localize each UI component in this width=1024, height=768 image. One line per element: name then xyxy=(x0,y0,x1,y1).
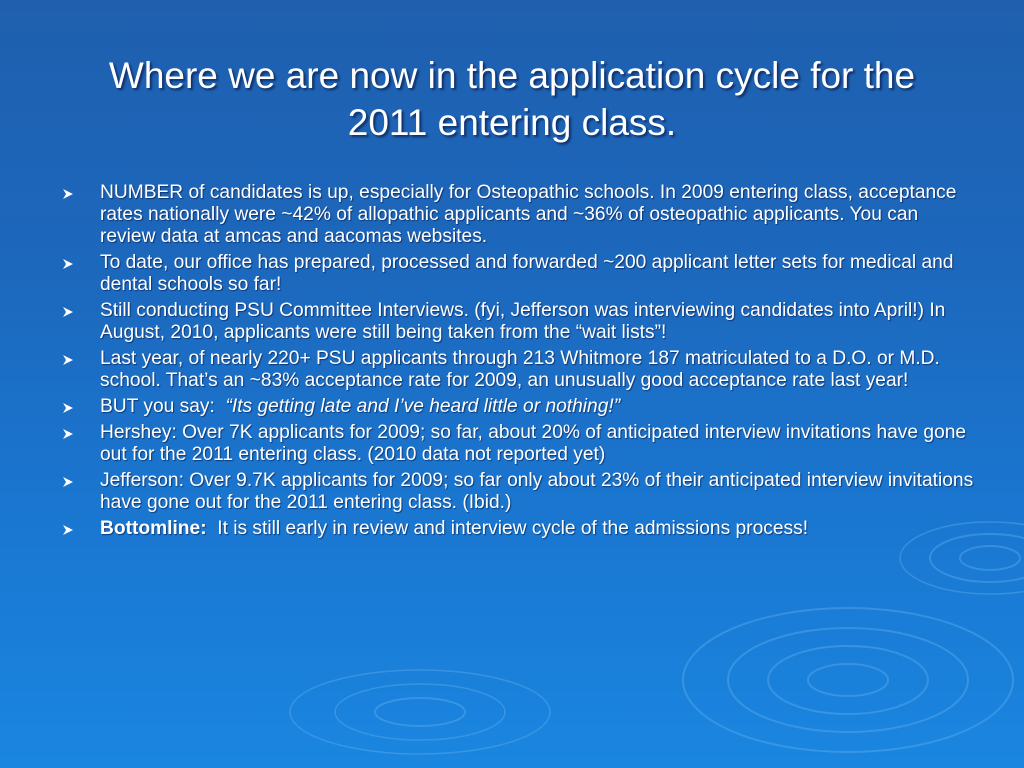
arrowhead-bullet-icon xyxy=(62,188,74,200)
slide-title-line-2: 2011 entering class. xyxy=(347,102,677,143)
slide-title-line-1: Where we are now in the application cycle for the xyxy=(108,55,916,96)
bullet-text: NUMBER of candidates is up, especially for Osteopathic schools. In 2009 entering class, acceptance rates nationally were ~42% of allopathic applicants and ~36% of osteopathic applicants. You can review data at amcas and aacomas websites. xyxy=(100,182,957,247)
arrowhead-bullet-icon xyxy=(62,524,74,536)
bullet-text: Hershey: Over 7K applicants for 2009; so far, about 20% of anticipated interview invitations have gone out for the 2011 entering class. (2010 data not reported yet) xyxy=(100,422,967,465)
bullet-prefix: BUT you say: xyxy=(100,396,226,417)
arrowhead-bullet-icon xyxy=(62,306,74,318)
bullet-item xyxy=(62,396,974,418)
arrowhead-bullet-icon xyxy=(62,258,74,270)
bullet-text: Last year, of nearly 220+ PSU applicants through 213 Whitmore 187 matriculated to a D.O. or M.D. school. That’s an ~83% acceptance rate for 2009, an unusually good acceptance rate last year! xyxy=(100,348,940,391)
bullet-item xyxy=(62,300,974,344)
arrowhead-bullet-icon xyxy=(62,428,74,440)
arrowhead-bullet-icon xyxy=(62,354,74,366)
slide-title xyxy=(40,52,984,146)
bullet-list xyxy=(62,182,974,544)
bullet-text: To date, our office has prepared, processed and forwarded ~200 applicant letter sets for medical and dental schools so far! xyxy=(100,252,954,295)
bullet-text: Jefferson: Over 9.7K applicants for 2009; so far only about 23% of their anticipated interview invitations have gone out for the 2011 entering class. (Ibid.) xyxy=(100,470,974,513)
bullet-item xyxy=(62,348,974,392)
bullet-text: It is still early in review and interview cycle of the admissions process! xyxy=(206,518,809,539)
bullet-item xyxy=(62,518,974,540)
bullet-lead: Bottomline: xyxy=(100,518,207,539)
bullet-item xyxy=(62,252,974,296)
arrowhead-bullet-icon xyxy=(62,476,74,488)
bullet-item xyxy=(62,470,974,514)
bullet-text: Still conducting PSU Committee Interviews. (fyi, Jefferson was interviewing candidates into April!) In August, 2010, applicants were still being taken from the “wait lists”! xyxy=(100,300,946,343)
bullet-quote: “Its getting late and I’ve heard little or nothing!” xyxy=(225,396,621,417)
bullet-item xyxy=(62,422,974,466)
arrowhead-bullet-icon xyxy=(62,402,74,414)
bullet-item xyxy=(62,182,974,248)
